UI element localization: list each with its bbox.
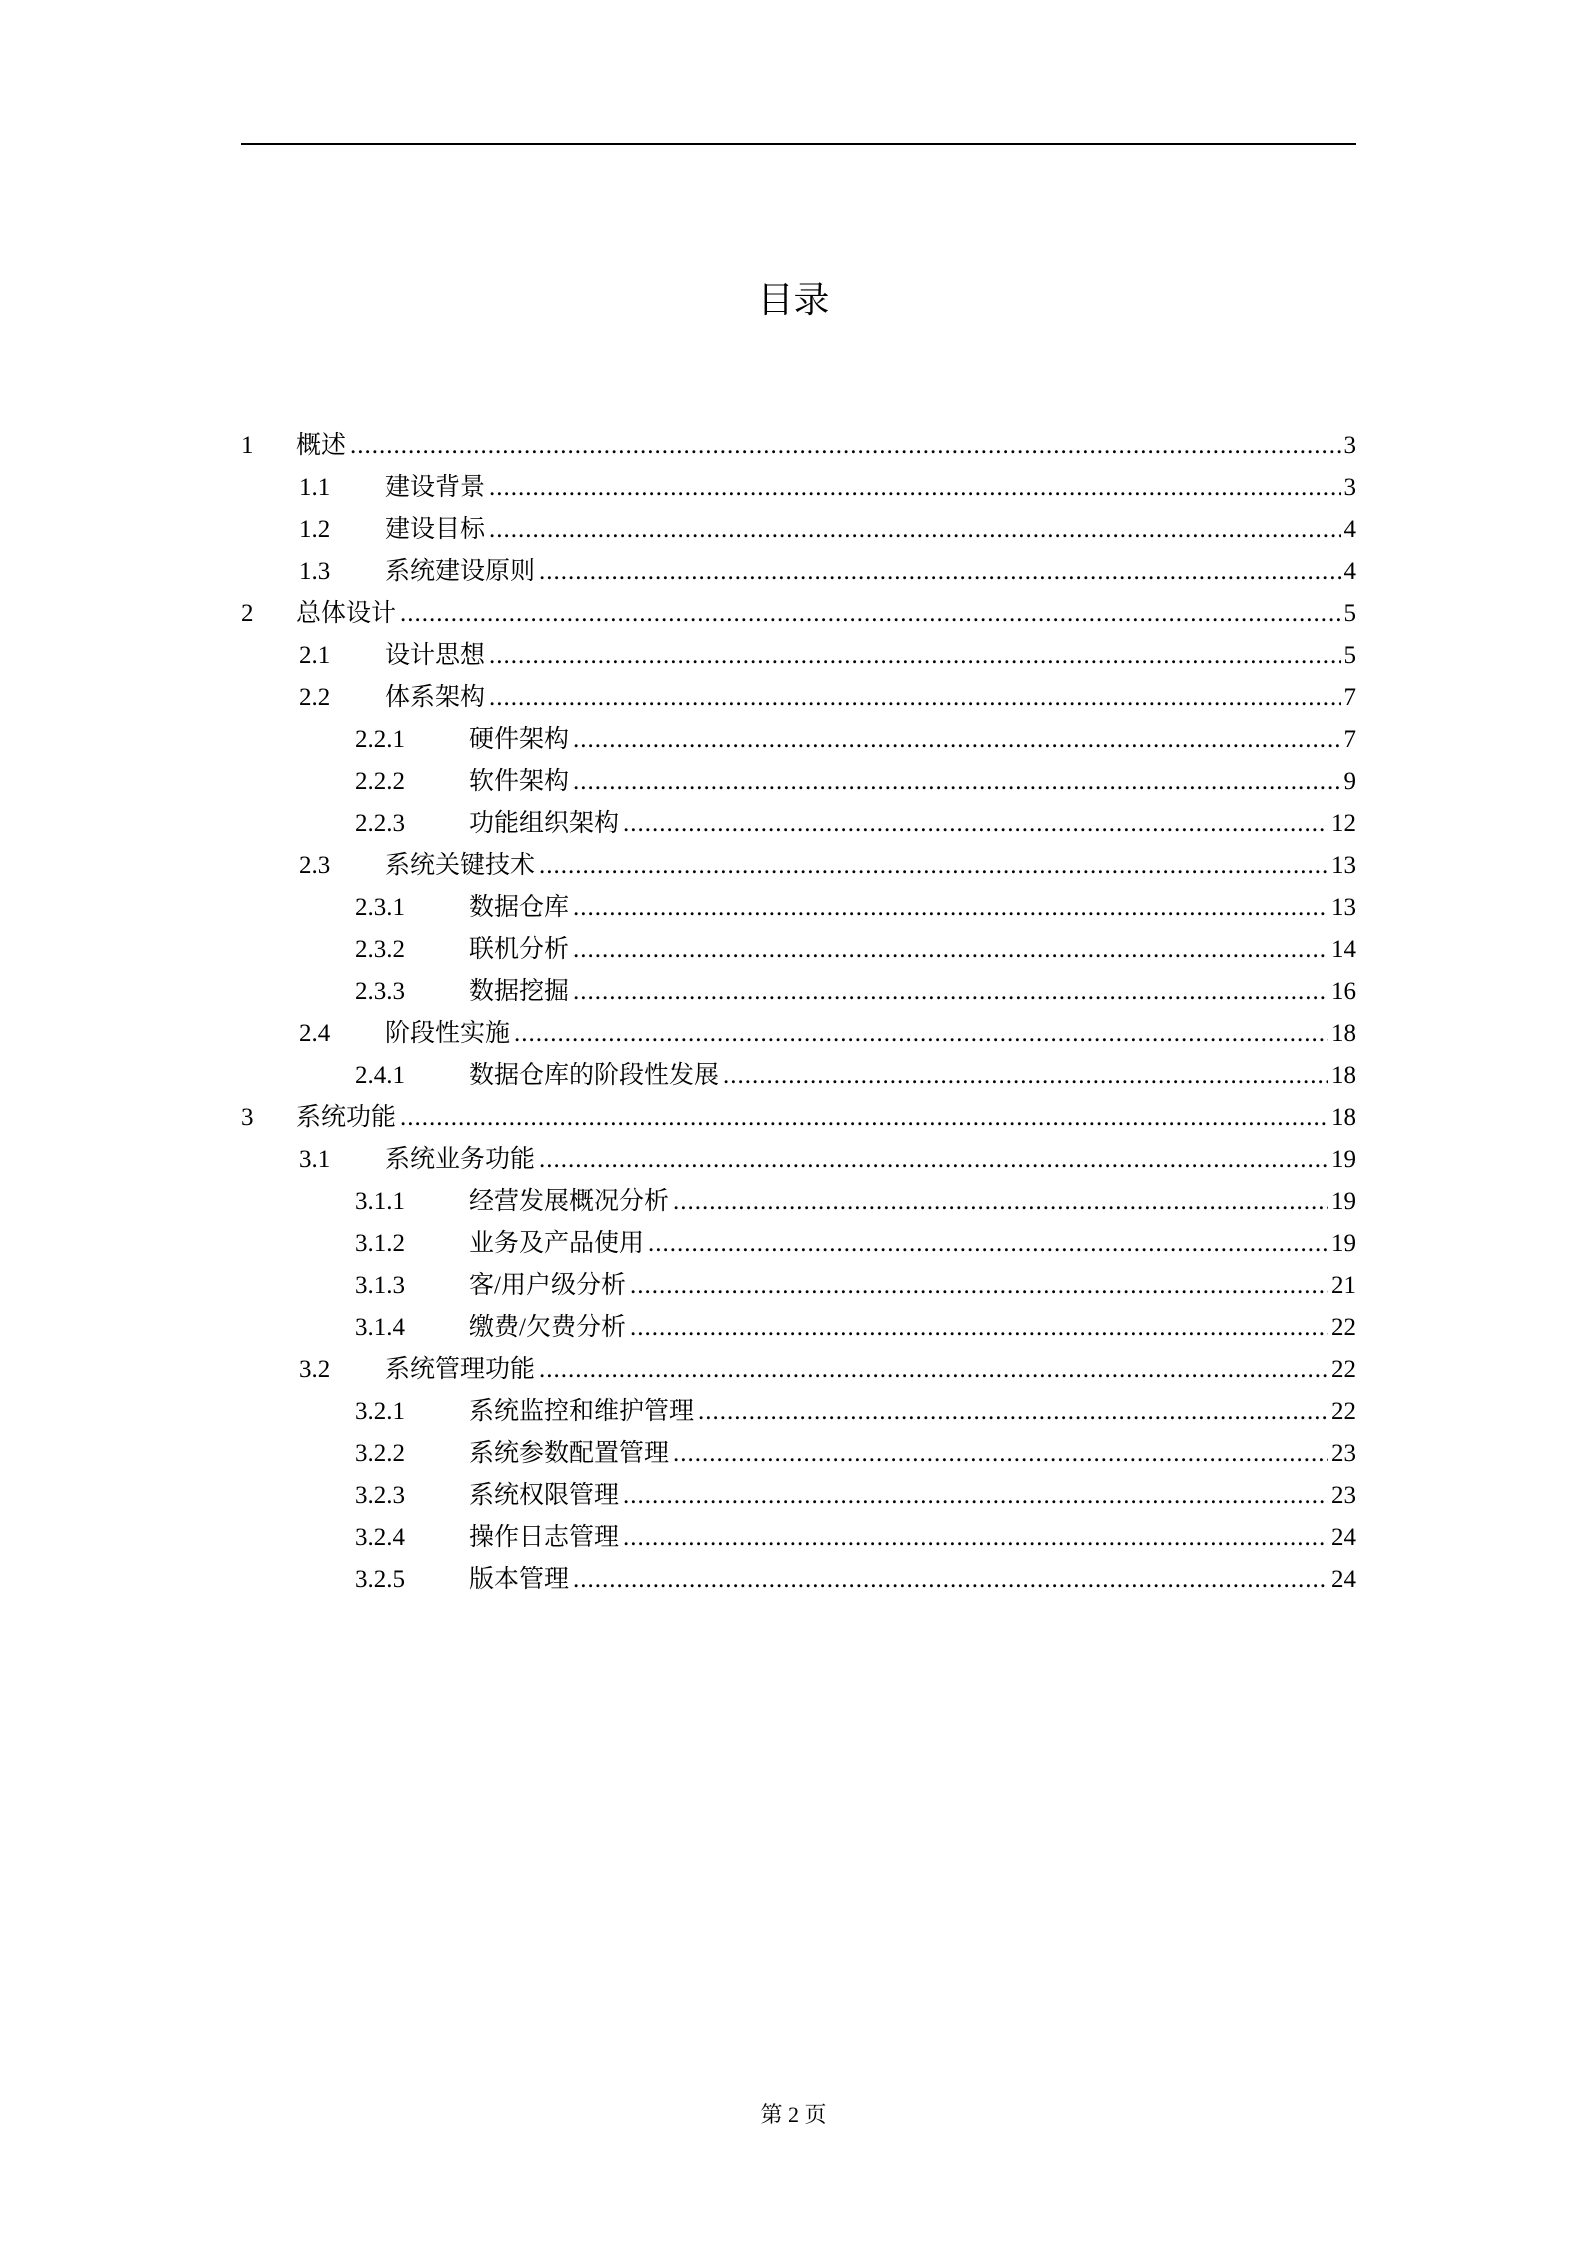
table-of-contents <box>241 425 1356 1601</box>
toc-entry[interactable] <box>241 467 1356 509</box>
dot-leader <box>673 1181 1328 1223</box>
toc-entry-page: 22 <box>1328 1307 1356 1349</box>
dot-leader <box>623 803 1328 845</box>
toc-entry-page: 12 <box>1328 803 1356 845</box>
toc-entry[interactable] <box>241 1433 1356 1475</box>
toc-entry[interactable] <box>241 845 1356 887</box>
toc-entry-page: 18 <box>1328 1055 1356 1097</box>
toc-entry-page: 5 <box>1341 593 1357 635</box>
toc-entry-number: 3.2.4 <box>355 1524 405 1551</box>
dot-leader <box>489 509 1340 551</box>
toc-entry-number: 3 <box>241 1104 254 1131</box>
dot-leader <box>673 1433 1328 1475</box>
dot-leader <box>723 1055 1328 1097</box>
toc-entry-page: 13 <box>1328 845 1356 887</box>
toc-entry-number: 2 <box>241 600 254 627</box>
toc-entry-page: 24 <box>1328 1559 1356 1601</box>
toc-entry[interactable] <box>241 761 1356 803</box>
toc-entry-label[interactable]: 系统业务功能 <box>385 1139 539 1181</box>
toc-entry-label[interactable]: 经营发展概况分析 <box>469 1181 673 1223</box>
toc-entry-number: 1.3 <box>299 558 331 585</box>
toc-entry-number: 2.3 <box>299 852 331 879</box>
toc-entry[interactable] <box>241 551 1356 593</box>
toc-entry[interactable] <box>241 1559 1356 1601</box>
page-title: 目录 <box>757 280 830 320</box>
toc-entry-label[interactable]: 系统建设原则 <box>385 551 539 593</box>
toc-entry-label[interactable]: 系统关键技术 <box>385 845 539 887</box>
toc-entry-label[interactable]: 版本管理 <box>469 1559 573 1601</box>
dot-leader <box>623 1517 1328 1559</box>
toc-entry-number: 3.1.1 <box>355 1188 405 1215</box>
toc-entry[interactable] <box>241 1097 1356 1139</box>
toc-entry-number: 1.2 <box>299 516 331 543</box>
toc-entry-page: 7 <box>1341 719 1357 761</box>
toc-entry[interactable] <box>241 929 1356 971</box>
toc-entry-page: 18 <box>1328 1013 1356 1055</box>
toc-entry-page: 23 <box>1328 1433 1356 1475</box>
toc-entry-number: 1.1 <box>299 474 331 501</box>
header-rule <box>241 143 1356 145</box>
toc-entry-number: 2.4 <box>299 1020 331 1047</box>
dot-leader <box>573 929 1328 971</box>
toc-entry-number: 2.4.1 <box>355 1062 405 1089</box>
toc-entry-label[interactable]: 数据仓库 <box>469 887 573 929</box>
toc-entry-page: 18 <box>1328 1097 1356 1139</box>
toc-entry-number: 3.2.1 <box>355 1398 405 1425</box>
toc-entry-page: 21 <box>1328 1265 1356 1307</box>
dot-leader <box>573 719 1340 761</box>
dot-leader <box>623 1475 1328 1517</box>
toc-entry[interactable] <box>241 677 1356 719</box>
toc-entry-number: 2.2.3 <box>355 810 405 837</box>
toc-entry-label[interactable]: 系统参数配置管理 <box>469 1433 673 1475</box>
dot-leader <box>539 551 1340 593</box>
toc-entry-label[interactable]: 操作日志管理 <box>469 1517 623 1559</box>
toc-entry-number: 2.2.2 <box>355 768 405 795</box>
toc-entry-number: 2.2 <box>299 684 331 711</box>
toc-entry-label[interactable]: 系统监控和维护管理 <box>469 1391 698 1433</box>
toc-entry-label[interactable]: 数据仓库的阶段性发展 <box>469 1055 723 1097</box>
dot-leader <box>539 845 1328 887</box>
page-number-footer: 第 2 页 <box>760 2102 827 2127</box>
toc-entry[interactable] <box>241 1055 1356 1097</box>
toc-entry-page: 3 <box>1341 425 1357 467</box>
dot-leader <box>489 635 1340 677</box>
dot-leader <box>489 467 1340 509</box>
toc-entry-label[interactable]: 设计思想 <box>385 635 489 677</box>
dot-leader <box>573 761 1340 803</box>
dot-leader <box>400 593 1340 635</box>
toc-entry[interactable] <box>241 1517 1356 1559</box>
toc-entry-number: 2.1 <box>299 642 331 669</box>
toc-entry-label[interactable]: 客/用户级分析 <box>469 1265 630 1307</box>
toc-entry-label[interactable]: 缴费/欠费分析 <box>469 1307 630 1349</box>
toc-entry[interactable] <box>241 425 1356 467</box>
dot-leader <box>630 1307 1328 1349</box>
toc-entry-label[interactable]: 数据挖掘 <box>469 971 573 1013</box>
toc-entry-page: 13 <box>1328 887 1356 929</box>
toc-entry[interactable] <box>241 635 1356 677</box>
dot-leader <box>539 1349 1328 1391</box>
dot-leader <box>573 887 1328 929</box>
toc-entry-label[interactable]: 概述 <box>296 425 350 467</box>
toc-entry-page: 3 <box>1341 467 1357 509</box>
dot-leader <box>350 425 1340 467</box>
toc-entry-number: 3.1.4 <box>355 1314 405 1341</box>
toc-entry[interactable] <box>241 719 1356 761</box>
toc-entry[interactable] <box>241 593 1356 635</box>
toc-entry[interactable] <box>241 887 1356 929</box>
toc-entry[interactable] <box>241 509 1356 551</box>
dot-leader <box>630 1265 1328 1307</box>
dot-leader <box>489 677 1340 719</box>
toc-entry-page: 24 <box>1328 1517 1356 1559</box>
toc-entry-label[interactable]: 系统权限管理 <box>469 1475 623 1517</box>
toc-entry-label[interactable]: 总体设计 <box>296 593 400 635</box>
toc-entry-page: 9 <box>1341 761 1357 803</box>
toc-entry-number: 3.1.3 <box>355 1272 405 1299</box>
toc-entry-page: 5 <box>1341 635 1357 677</box>
toc-entry-number: 2.3.3 <box>355 978 405 1005</box>
dot-leader <box>539 1139 1328 1181</box>
toc-entry-number: 3.2.5 <box>355 1566 405 1593</box>
dot-leader <box>648 1223 1328 1265</box>
toc-entry-number: 3.2.3 <box>355 1482 405 1509</box>
dot-leader <box>400 1097 1328 1139</box>
toc-entry-page: 16 <box>1328 971 1356 1013</box>
toc-entry[interactable] <box>241 803 1356 845</box>
toc-entry-label[interactable]: 软件架构 <box>469 761 573 803</box>
toc-entry-label[interactable]: 联机分析 <box>469 929 573 971</box>
toc-entry[interactable] <box>241 1265 1356 1307</box>
dot-leader <box>573 1559 1328 1601</box>
toc-entry-label[interactable]: 建设背景 <box>385 467 489 509</box>
toc-entry-number: 2.3.2 <box>355 936 405 963</box>
toc-entry-page: 4 <box>1341 509 1357 551</box>
toc-entry[interactable] <box>241 1013 1356 1055</box>
dot-leader <box>698 1391 1328 1433</box>
toc-entry-page: 19 <box>1328 1181 1356 1223</box>
toc-entry-label[interactable]: 系统功能 <box>296 1097 400 1139</box>
toc-entry-number: 2.3.1 <box>355 894 405 921</box>
toc-entry[interactable] <box>241 1307 1356 1349</box>
toc-entry[interactable] <box>241 1223 1356 1265</box>
toc-entry-label[interactable]: 功能组织架构 <box>469 803 623 845</box>
toc-entry-number: 3.1 <box>299 1146 331 1173</box>
toc-entry-page: 19 <box>1328 1139 1356 1181</box>
toc-entry-label[interactable]: 系统管理功能 <box>385 1349 539 1391</box>
toc-entry[interactable] <box>241 1475 1356 1517</box>
toc-entry[interactable] <box>241 971 1356 1013</box>
dot-leader <box>573 971 1328 1013</box>
toc-entry-number: 1 <box>241 432 254 459</box>
toc-entry-number: 3.1.2 <box>355 1230 405 1257</box>
toc-entry-number: 3.2.2 <box>355 1440 405 1467</box>
toc-entry-label[interactable]: 阶段性实施 <box>385 1013 514 1055</box>
toc-entry-page: 7 <box>1341 677 1357 719</box>
toc-entry-page: 14 <box>1328 929 1356 971</box>
toc-entry-page: 4 <box>1341 551 1357 593</box>
toc-entry[interactable] <box>241 1349 1356 1391</box>
dot-leader <box>514 1013 1328 1055</box>
toc-entry-label[interactable]: 硬件架构 <box>469 719 573 761</box>
toc-entry-page: 19 <box>1328 1223 1356 1265</box>
toc-entry-label[interactable]: 建设目标 <box>385 509 489 551</box>
toc-entry-label[interactable]: 业务及产品使用 <box>469 1223 648 1265</box>
toc-entry[interactable] <box>241 1391 1356 1433</box>
toc-entry[interactable] <box>241 1181 1356 1223</box>
toc-entry[interactable] <box>241 1139 1356 1181</box>
toc-entry-label[interactable]: 体系架构 <box>385 677 489 719</box>
toc-entry-page: 23 <box>1328 1475 1356 1517</box>
toc-entry-page: 22 <box>1328 1349 1356 1391</box>
toc-entry-number: 2.2.1 <box>355 726 405 753</box>
toc-entry-page: 22 <box>1328 1391 1356 1433</box>
toc-entry-number: 3.2 <box>299 1356 331 1383</box>
